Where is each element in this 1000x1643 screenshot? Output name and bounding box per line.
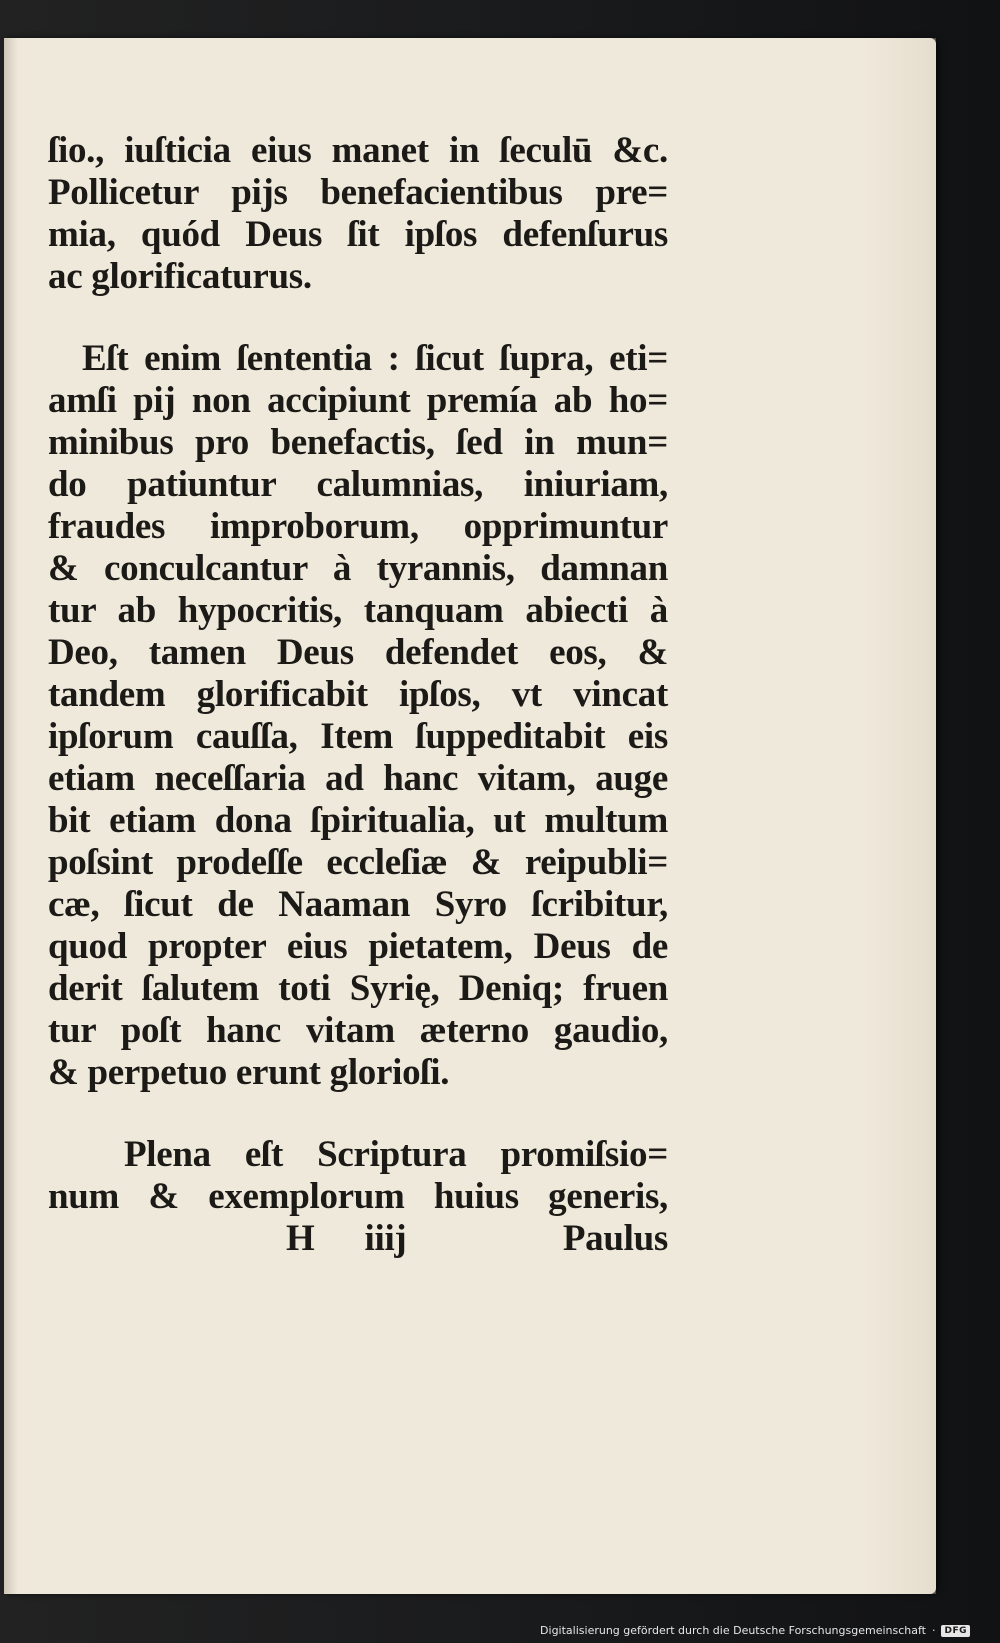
- dfg-logo-icon: DFG: [941, 1625, 970, 1637]
- text-line: bit etiam dona ſpiritualia, ut multum: [48, 800, 668, 841]
- page-text-block: [48, 130, 688, 1260]
- text-line: mia, quód Deus ſit ipſos defenſurus: [48, 214, 668, 255]
- text-line: ipſorum cauſſa, Item ſuppeditabit eis: [48, 716, 668, 757]
- credit-separator: ·: [931, 1624, 936, 1637]
- book-page: [4, 38, 936, 1594]
- text-line: quod propter eius pietatem, Deus de: [48, 926, 668, 967]
- text-line: poſsint prodeſſe eccleſiæ & reipubli=: [48, 842, 668, 883]
- text-line: minibus pro benefactis, ſed in mun=: [48, 422, 668, 463]
- text-line: tur poſt hanc vitam æterno gaudio,: [48, 1010, 668, 1051]
- text-line: Eſt enim ſententia : ſicut ſupra, eti=: [82, 338, 668, 379]
- text-line: cæ, ſicut de Naaman Syro ſcribitur,: [48, 884, 668, 925]
- text-line: & conculcantur à tyrannis, damnan: [48, 548, 668, 589]
- text-line: Pollicetur pijs benefacientibus pre=: [48, 172, 668, 213]
- text-line: do patiuntur calumnias, iniuriam,: [48, 464, 668, 505]
- text-line: Deo, tamen Deus defendet eos, &: [48, 632, 668, 673]
- text-line: tandem glorificabit ipſos, vt vincat: [48, 674, 668, 715]
- signature-line: [48, 1218, 668, 1260]
- digitization-credit: [540, 1624, 970, 1637]
- text-line: fraudes improborum, opprimuntur: [48, 506, 668, 547]
- text-line: Plena eſt Scriptura promiſsio=: [124, 1134, 668, 1175]
- credit-text: Digitalisierung gefördert durch die Deutsche Forschungsgemeinschaft: [540, 1624, 926, 1637]
- signature-number: iiij: [364, 1218, 407, 1259]
- text-line: & perpetuo erunt glorioſi.: [48, 1052, 450, 1093]
- page-fore-edge-shading: [866, 38, 936, 1594]
- paragraph-gap: [48, 298, 688, 338]
- signature-mark: H: [286, 1218, 315, 1259]
- text-line: ac glorificaturus.: [48, 256, 312, 297]
- page-binding-edge: [4, 38, 18, 1594]
- text-line: tur ab hypocritis, tanquam abiecti à: [48, 590, 668, 631]
- text-line: etiam neceſſaria ad hanc vitam, auge: [48, 758, 668, 799]
- catchword: Paulus: [562, 1218, 668, 1259]
- text-line: derit ſalutem toti Syrię, Deniq; fruen: [48, 968, 668, 1009]
- text-line: amſi pij non accipiunt premía ab ho=: [48, 380, 668, 421]
- text-line: ſio., iuſticia eius manet in ſeculū &c.: [48, 130, 668, 171]
- paragraph-gap: [48, 1094, 688, 1134]
- text-line: num & exemplorum huius generis,: [48, 1176, 668, 1217]
